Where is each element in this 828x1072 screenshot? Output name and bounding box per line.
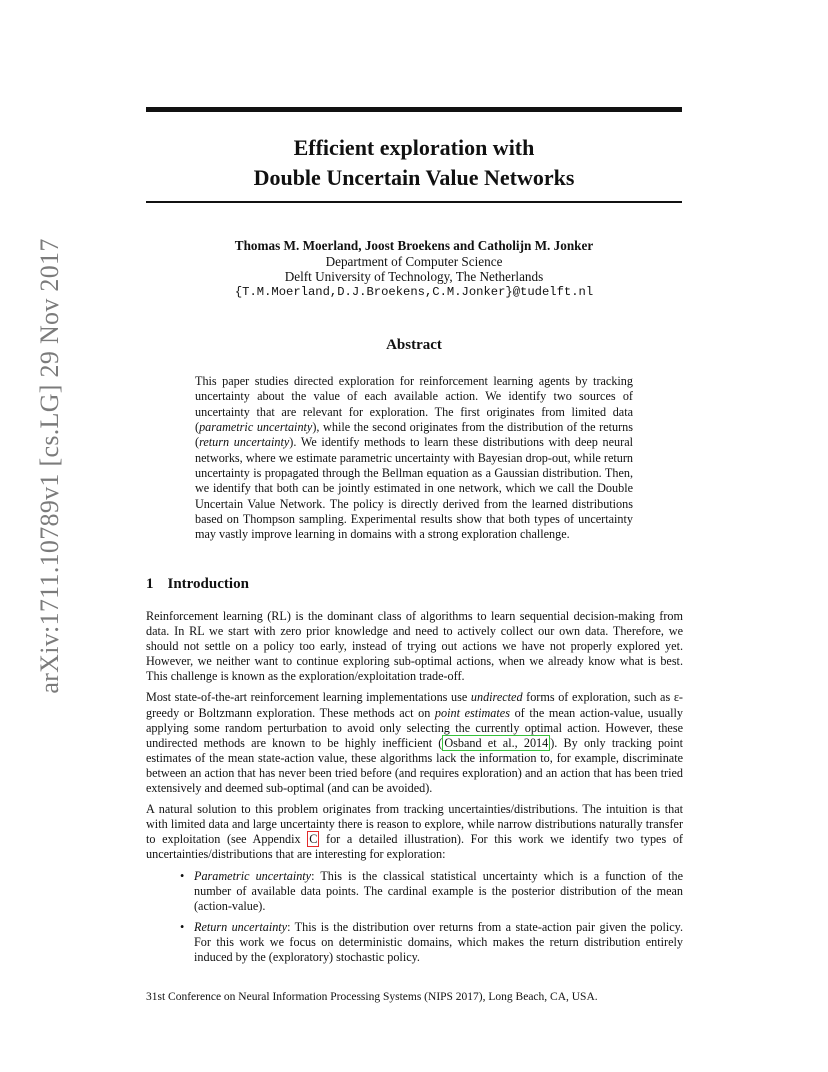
list-item bbox=[180, 919, 683, 965]
conference-footer: 31st Conference on Neural Information Processing Systems (NIPS 2017), Long Beach, CA, USA. bbox=[146, 991, 598, 1003]
bullet-icon: • bbox=[180, 919, 185, 934]
author-block bbox=[146, 238, 682, 301]
emphasis: point estimates bbox=[434, 705, 510, 720]
text-run: Most state-of-the-art reinforcement learning implementations use bbox=[146, 690, 471, 705]
section-title: Introduction bbox=[167, 576, 249, 592]
abstract-part: This paper studies directed exploration for reinforcement learning agents by tracking uncertainty about the value of each available action. We identify two sources of uncertainty that are relevant for exploration. The first originates from limited data ( bbox=[195, 374, 633, 435]
title-line-2: Double Uncertain Value Networks bbox=[253, 165, 575, 190]
abstract-text bbox=[195, 374, 633, 543]
text-run: ). By only tracking point estimates of the mean state-action value, these algorithms lack the information to, for example, discriminate between an action that has never been tried before (and requires exploration) and an action that has been tried extensively and deemed sub-optimal (and can be avoided). bbox=[146, 735, 683, 796]
bullet-icon: • bbox=[180, 868, 185, 883]
section-number: 1 bbox=[146, 576, 154, 592]
title-line-1: Efficient exploration with bbox=[293, 135, 535, 160]
author-department: Department of Computer Science bbox=[325, 253, 503, 269]
introduction-body bbox=[146, 609, 683, 971]
text-run: of the mean action-value, usually applying some random perturbation to avoid only selecting the currently optimal action. However, these undirected methods are known to be highly inefficient ( bbox=[146, 705, 683, 750]
emphasis: undirected bbox=[470, 690, 523, 705]
text-run: forms of exploration, such as ε-greedy or Boltzmann exploration. These methods act on bbox=[146, 690, 683, 720]
author-names: Thomas M. Moerland, Joost Broekens and Catholijn M. Jonker bbox=[234, 238, 594, 253]
paper-title bbox=[146, 133, 682, 193]
intro-paragraph-2 bbox=[146, 690, 683, 796]
list-item-term: Return uncertainty bbox=[194, 919, 288, 934]
abstract-part: ). We identify methods to learn these distributions with deep neural networks, where we estimate parametric uncertainty with Bayesian drop-out, while return uncertainty is propagated through the Bellman equation as a Gaussian distribution. Then, we identify that both can be jointly estimated in one network, which we call the Double Uncertain Value Network. The policy is directly derived from the learned distributions based on Thompson sampling. Experimental results show that both types of uncertainty may vastly improve learning in domains with a strong exploration challenge. bbox=[195, 435, 633, 542]
list-item-text: : This is the classical statistical uncertainty which is a function of the number of available data points. The cardinal example is the posterior distribution of the mean (action-value). bbox=[194, 868, 683, 913]
abstract-emphasis: parametric uncertainty bbox=[199, 420, 313, 435]
intro-paragraph-3 bbox=[146, 802, 683, 862]
appendix-link[interactable]: C bbox=[309, 832, 318, 847]
author-emails: {T.M.Moerland,D.J.Broekens,C.M.Jonker}@tudelft.nl bbox=[234, 285, 594, 300]
abstract-part: ), while the second originates from the distribution of the returns ( bbox=[195, 420, 634, 450]
author-institution: Delft University of Technology, The Netherlands bbox=[284, 269, 544, 285]
list-item-text: : This is the distribution over returns from a state-action pair given the policy. For this work we focus on deterministic domains, which makes the return distribution entirely induced by the (exploratory) stochastic policy. bbox=[194, 919, 683, 964]
arxiv-identifier: arXiv:1711.10789v1 [cs.LG] 29 Nov 2017 bbox=[35, 238, 64, 694]
section-heading bbox=[146, 576, 249, 593]
title-top-rule bbox=[146, 107, 682, 112]
list-item bbox=[180, 868, 683, 914]
abstract-emphasis: return uncertainty bbox=[199, 435, 290, 450]
abstract-heading: Abstract bbox=[386, 337, 442, 353]
text-run: A natural solution to this problem originates from tracking uncertainties/distributions. The intuition is that with limited data and large uncertainty there is reason to explore, while narrow distributions naturally transfer to exploitation (see Appendix bbox=[146, 802, 683, 847]
uncertainty-list bbox=[146, 869, 683, 966]
intro-paragraph-1: Reinforcement learning (RL) is the dominant class of algorithms to learn sequential decision-making from data. In RL we start with zero prior knowledge and need to actively collect our own data. Therefore, we should not settle on a policy too early, instead of trying out actions we have not properly explored yet. However, we neither want to continue exploring sub-optimal actions, when we already know what is best. This challenge is known as the exploration/exploitation trade-off. bbox=[146, 609, 683, 684]
title-bottom-rule bbox=[146, 201, 682, 203]
list-item-term: Parametric uncertainty bbox=[194, 868, 312, 883]
text-run: for a detailed illustration). For this work we identify two types of uncertainties/distributions that are interesting for exploration: bbox=[146, 832, 683, 862]
citation-link[interactable]: Osband et al., 2014 bbox=[444, 735, 549, 750]
